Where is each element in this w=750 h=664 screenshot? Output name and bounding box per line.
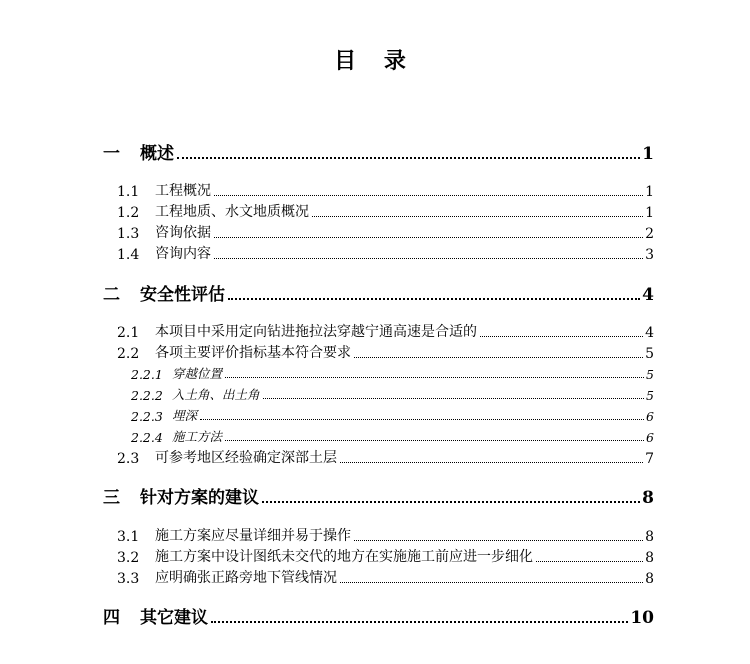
toc-entry-page: 7 (645, 451, 654, 467)
toc-entry-page: 5 (646, 388, 654, 403)
toc-entry-1-3[interactable] (117, 222, 654, 242)
toc-entry-1-4[interactable] (117, 243, 654, 263)
toc-entry-2-2-3[interactable] (131, 406, 654, 424)
toc-entry-number: 1.1 (117, 184, 140, 200)
dot-leader (354, 357, 643, 358)
dot-leader (211, 621, 628, 623)
toc-entry-label: 施工方案中设计图纸未交代的地方在实施施工前应进一步细化 (155, 549, 533, 565)
toc-entry-label: 概述 (140, 144, 174, 164)
toc-entry-label: 本项目中采用定向钻进拖拉法穿越宁通高速是合适的 (155, 324, 477, 340)
toc-entry-2-1[interactable] (117, 321, 654, 341)
toc-entry-label: 咨询内容 (155, 246, 211, 262)
toc-entry-1-2[interactable] (117, 201, 654, 221)
toc-entry-page: 3 (645, 247, 654, 263)
toc-entry-2-2-2[interactable] (131, 385, 654, 403)
toc-entry-label: 入土角、出土角 (172, 387, 260, 402)
toc-entry-label: 工程概况 (155, 183, 211, 199)
toc-entry-page: 8 (645, 550, 654, 566)
toc-entry-2-2-1[interactable] (131, 364, 654, 382)
toc-entry-number: 一 (103, 144, 120, 164)
dot-leader (228, 298, 640, 300)
toc-entry-number: 3.3 (117, 571, 140, 587)
dot-leader (312, 216, 643, 217)
toc-entry-page: 1 (642, 144, 654, 164)
toc-entry-label: 其它建议 (140, 608, 208, 628)
toc-entry-page: 5 (645, 346, 654, 362)
toc-entry-number: 三 (103, 488, 120, 508)
toc-entry-page: 1 (645, 184, 654, 200)
toc-entry-label: 施工方法 (172, 429, 223, 444)
toc-entry-page: 6 (646, 430, 654, 445)
toc-entry-page: 8 (645, 571, 654, 587)
toc-entry-label: 穿越位置 (172, 366, 223, 381)
toc-entry-1[interactable] (103, 140, 654, 164)
toc-entry-number: 四 (103, 608, 120, 628)
toc-entry-number: 3.1 (117, 529, 140, 545)
toc-entry-2-3[interactable] (117, 447, 654, 467)
toc-entry-4[interactable] (103, 604, 654, 628)
toc-entry-label: 可参考地区经验确定深部土层 (155, 450, 337, 466)
toc-entry-label: 安全性评估 (140, 285, 225, 305)
toc-entry-page: 4 (645, 325, 654, 341)
toc-entry-page: 8 (642, 488, 654, 508)
dot-leader (480, 336, 643, 337)
toc-entry-label: 各项主要评价指标基本符合要求 (155, 345, 351, 361)
dot-leader (225, 440, 644, 441)
toc-entry-3-1[interactable] (117, 525, 654, 545)
dot-leader (262, 501, 640, 503)
toc-entry-number: 3.2 (117, 550, 140, 566)
toc-entry-page: 6 (646, 409, 654, 424)
toc-entry-3[interactable] (103, 484, 654, 508)
dot-leader (340, 582, 643, 583)
toc-entry-number: 1.2 (117, 205, 140, 221)
toc-entry-number: 2.3 (117, 451, 140, 467)
toc-entry-2-2-4[interactable] (131, 427, 654, 445)
toc-entry-label: 工程地质、水文地质概况 (155, 204, 309, 220)
toc-entry-number: 1.4 (117, 247, 140, 263)
toc-entry-2[interactable] (103, 281, 654, 305)
toc-entry-page: 1 (645, 205, 654, 221)
toc-entry-3-2[interactable] (117, 546, 654, 566)
toc-entry-number: 2.2.4 (131, 430, 163, 445)
toc-entry-page: 4 (642, 285, 654, 305)
dot-leader (225, 377, 644, 378)
toc-entry-number: 2.1 (117, 325, 140, 341)
toc-entry-page: 10 (630, 608, 654, 628)
toc-entry-3-3[interactable] (117, 567, 654, 587)
toc-entry-label: 针对方案的建议 (140, 488, 259, 508)
toc-entry-number: 二 (103, 285, 120, 305)
dot-leader (214, 258, 643, 259)
dot-leader (214, 195, 643, 196)
toc-entry-page: 5 (646, 367, 654, 382)
toc-entry-number: 1.3 (117, 226, 140, 242)
toc-entry-number: 2.2.3 (131, 409, 163, 424)
toc-entry-number: 2.2.2 (131, 388, 163, 403)
dot-leader (263, 398, 645, 399)
toc-entry-1-1[interactable] (117, 180, 654, 200)
toc-entry-page: 2 (645, 226, 654, 242)
toc-title: 目 录 (334, 48, 416, 74)
dot-leader (354, 540, 643, 541)
toc-entry-label: 埋深 (172, 408, 198, 423)
toc-entry-label: 咨询依据 (155, 225, 211, 241)
dot-leader (214, 237, 643, 238)
dot-leader (536, 561, 643, 562)
dot-leader (200, 419, 644, 420)
toc-entry-label: 施工方案应尽量详细并易于操作 (155, 528, 351, 544)
toc-entry-2-2[interactable] (117, 342, 654, 362)
dot-leader (340, 462, 643, 463)
toc-entry-label: 应明确张正路旁地下管线情况 (155, 570, 337, 586)
toc-entry-page: 8 (645, 529, 654, 545)
toc-entry-number: 2.2 (117, 346, 140, 362)
toc-entry-number: 2.2.1 (131, 367, 163, 382)
dot-leader (177, 157, 640, 159)
